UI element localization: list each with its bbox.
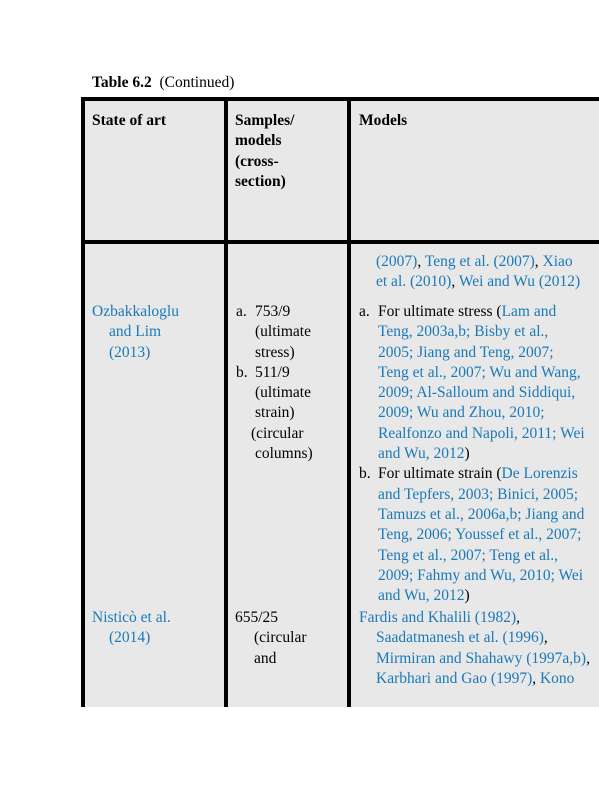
models-line bbox=[359, 608, 590, 628]
table-border-top bbox=[81, 97, 599, 101]
models-item-a bbox=[359, 302, 585, 464]
header-state-of-art: State of art bbox=[92, 112, 167, 129]
models-row-2 bbox=[359, 608, 590, 689]
table-caption-text: (Continued) bbox=[159, 74, 235, 91]
ref-link[interactable]: Wei and Wu (2012) bbox=[458, 273, 581, 291]
ref-link[interactable]: Lam and bbox=[501, 303, 557, 320]
continued-line bbox=[376, 252, 580, 272]
table-border-left bbox=[81, 97, 85, 707]
state-line: Ozbakkaloglu bbox=[92, 303, 179, 320]
close-paren: ) bbox=[464, 445, 470, 463]
ref-line[interactable]: 2005; Jiang and Teng, 2007; bbox=[378, 343, 554, 361]
samples-line: columns) bbox=[255, 445, 313, 463]
ref-link[interactable]: and Wu, 2012 bbox=[378, 587, 465, 605]
samples-row-2 bbox=[235, 608, 307, 669]
header-samples-line: section) bbox=[235, 173, 286, 191]
list-marker: a. bbox=[359, 303, 370, 320]
models-line bbox=[378, 586, 585, 606]
ref-line[interactable]: Tamuzs et al., 2006a,b; Jiang and bbox=[378, 505, 585, 523]
samples-line: 753/9 bbox=[255, 303, 291, 320]
models-lead: For ultimate strain ( bbox=[378, 465, 502, 483]
ref-link[interactable]: et al. (2010) bbox=[376, 273, 452, 291]
ref-line[interactable]: Teng, 2006; Youssef et al., 2007; bbox=[378, 526, 582, 544]
ref-link[interactable]: (2007) bbox=[376, 253, 418, 270]
samples-item-b bbox=[236, 363, 313, 464]
models-line bbox=[378, 444, 585, 464]
models-row-1 bbox=[359, 302, 585, 606]
samples-line: (circular bbox=[251, 424, 304, 442]
ref-line[interactable]: Teng et al., 2007; Teng et al., bbox=[378, 546, 559, 564]
table-caption-label: Table 6.2 bbox=[92, 74, 152, 91]
header-samples-line: models bbox=[235, 132, 282, 150]
continued-models-cell bbox=[376, 252, 580, 293]
header-divider bbox=[81, 240, 599, 244]
samples-line: strain) bbox=[255, 404, 295, 422]
close-paren: ) bbox=[464, 587, 470, 605]
models-item-b bbox=[359, 464, 585, 606]
ref-line[interactable]: Teng et al., 2007; Wu and Wang, bbox=[378, 363, 581, 381]
models-line bbox=[378, 302, 585, 322]
samples-line: (circular bbox=[254, 629, 307, 647]
ref-link[interactable]: Fardis and Khalili (1982) bbox=[359, 609, 517, 626]
column-divider-1 bbox=[224, 97, 228, 707]
separator: , bbox=[451, 273, 459, 291]
ref-link[interactable]: De Lorenzis bbox=[501, 465, 578, 483]
separator: , bbox=[586, 649, 590, 667]
list-marker: b. bbox=[236, 363, 248, 381]
ref-line[interactable]: Teng, 2003a,b; Bisby et al., bbox=[378, 323, 549, 341]
ref-line[interactable]: 2009; Wu and Zhou, 2010; bbox=[378, 404, 545, 422]
models-line bbox=[359, 669, 590, 689]
header-models: Models bbox=[359, 112, 408, 129]
state-of-art-nistico[interactable] bbox=[92, 608, 171, 649]
samples-line: (ultimate bbox=[255, 384, 311, 402]
ref-link[interactable]: Karbhari and Gao (1997) bbox=[376, 669, 533, 687]
ref-link[interactable]: Mirmiran and Shahawy (1997a,b) bbox=[376, 649, 587, 667]
samples-line: 655/25 bbox=[235, 609, 279, 626]
ref-line[interactable]: 2009; Fahmy and Wu, 2010; Wei bbox=[378, 566, 584, 584]
separator: , bbox=[516, 609, 521, 626]
samples-line: (ultimate bbox=[255, 323, 311, 341]
ref-line[interactable]: 2009; Al-Salloum and Siddiqui, bbox=[378, 384, 576, 402]
samples-row-1 bbox=[236, 302, 313, 464]
separator: , bbox=[534, 253, 543, 270]
header-samples bbox=[235, 111, 294, 193]
samples-line: stress) bbox=[255, 343, 295, 361]
models-line bbox=[359, 628, 590, 648]
separator: , bbox=[417, 253, 425, 270]
column-divider-2 bbox=[347, 97, 351, 707]
samples-line: and bbox=[254, 649, 277, 667]
table bbox=[81, 97, 599, 707]
ref-link[interactable]: Xiao bbox=[542, 253, 573, 270]
ref-link[interactable]: Kono bbox=[539, 669, 575, 687]
list-marker: b. bbox=[359, 465, 371, 483]
samples-line: 511/9 bbox=[255, 363, 290, 381]
models-lead: For ultimate stress ( bbox=[378, 303, 502, 320]
state-line: Nisticò et al. bbox=[92, 609, 171, 626]
state-line: and Lim bbox=[109, 323, 162, 341]
state-line: (2013) bbox=[109, 343, 151, 361]
table-caption bbox=[92, 74, 234, 92]
state-line: (2014) bbox=[109, 629, 151, 647]
samples-item-a bbox=[236, 302, 313, 363]
models-line bbox=[359, 649, 590, 669]
header-samples-line: Samples/ bbox=[235, 112, 295, 129]
continued-line bbox=[376, 272, 580, 292]
list-marker: a. bbox=[236, 303, 247, 320]
separator: , bbox=[543, 629, 548, 647]
models-line bbox=[378, 464, 585, 484]
separator: , bbox=[532, 669, 540, 687]
ref-link[interactable]: Teng et al. (2007) bbox=[424, 253, 535, 270]
state-of-art-ozbakkaloglu[interactable] bbox=[92, 302, 179, 363]
ref-line[interactable]: Realfonzo and Napoli, 2011; Wei bbox=[378, 424, 585, 442]
ref-line[interactable]: and Tepfers, 2003; Binici, 2005; bbox=[378, 485, 579, 503]
ref-link[interactable]: Saadatmanesh et al. (1996) bbox=[376, 629, 544, 647]
header-samples-line: (cross- bbox=[235, 152, 279, 170]
ref-link[interactable]: and Wu, 2012 bbox=[378, 445, 465, 463]
